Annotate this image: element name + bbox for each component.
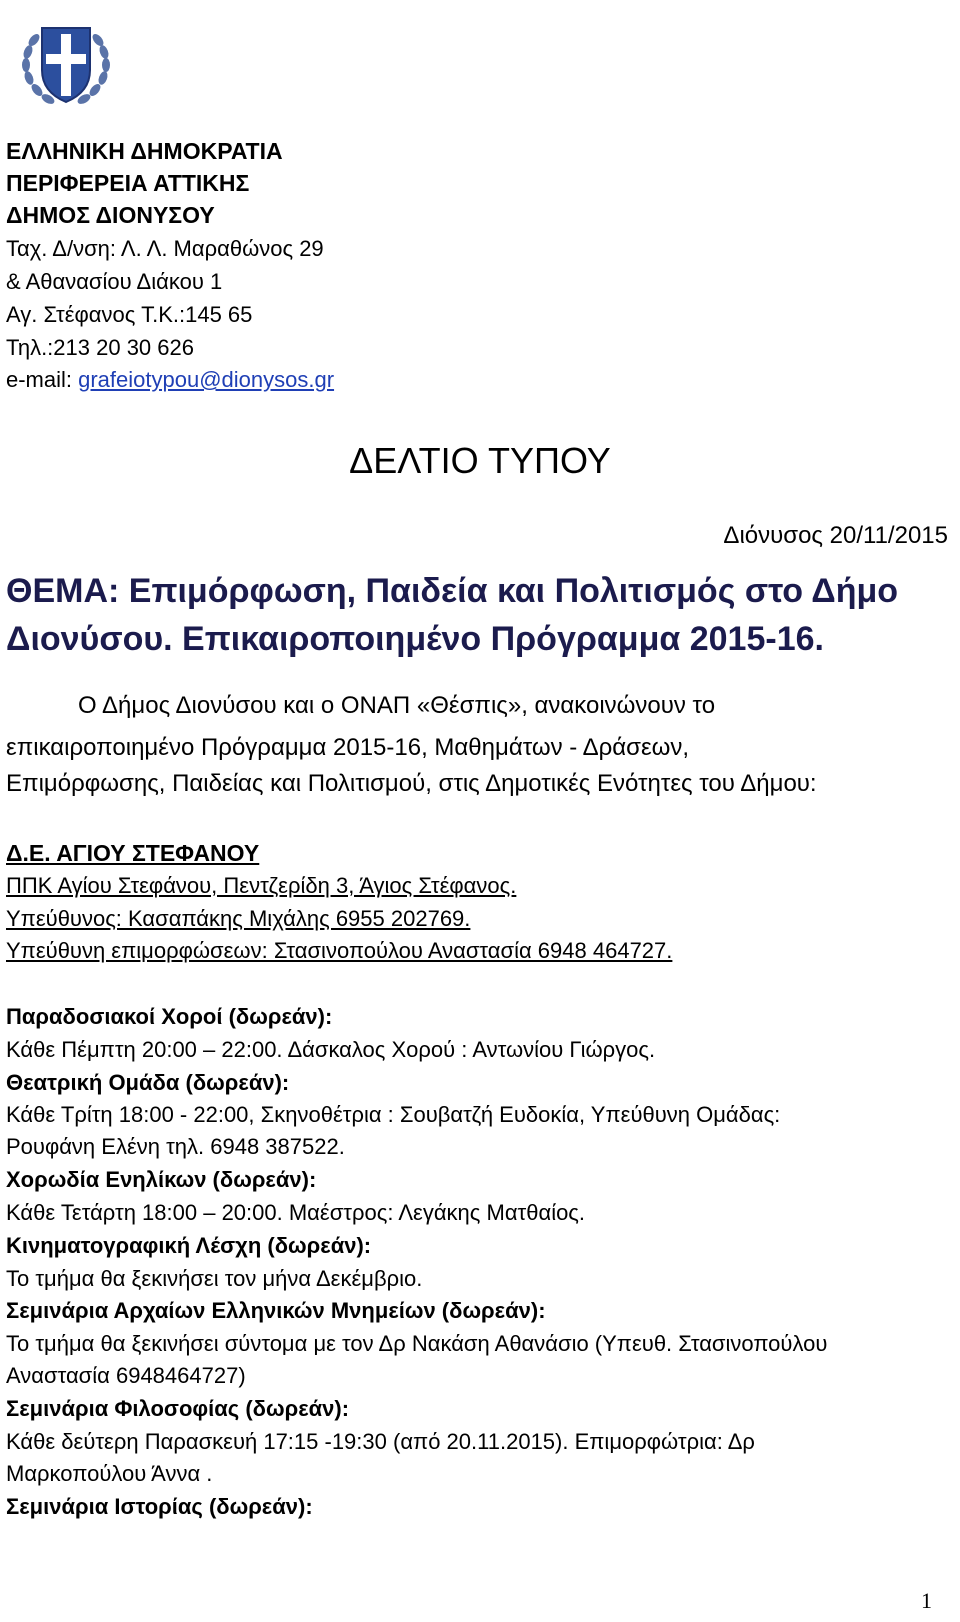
intro-line-3: Επιμόρφωσης, Παιδείας και Πολιτισμού, στις Δημοτικές Ενότητες του Δήμου: <box>6 770 817 797</box>
program-line: Το τμήμα θα ξεκινήσει τον μήνα Δεκέμβριο. <box>6 1266 423 1291</box>
section-title: Δ.Ε. ΑΓΙΟΥ ΣΤΕΦΑΝΟΥ <box>6 840 260 866</box>
address-line-2: & Αθανασίου Διάκου 1 <box>6 269 223 294</box>
section-manager: Υπεύθυνος: Κασαπάκης Μιχάλης 6955 202769. <box>6 906 471 931</box>
page-number: 1 <box>921 1588 932 1613</box>
program-line: Μαρκοπούλου Άννα . <box>6 1461 213 1486</box>
program-title: Σεμινάρια Ιστορίας (δωρεάν): <box>6 1494 313 1519</box>
program-title: Θεατρική Ομάδα (δωρεάν): <box>6 1070 290 1095</box>
header-line-region: ΠΕΡΙΦΕΡΕΙΑ ΑΤΤΙΚΗΣ <box>6 170 250 196</box>
section-place: ΠΠΚ Αγίου Στεφάνου, Πεντζερίδη 3, Άγιος Στέφανος. <box>6 873 517 898</box>
email-link[interactable]: grafeiotypou@dionysos.gr <box>78 367 335 392</box>
program-line: Κάθε Πέμπτη 20:00 – 22:00. Δάσκαλος Χορού : Αντωνίου Γιώργος. <box>6 1037 656 1062</box>
address-line-3: Αγ. Στέφανος Τ.Κ.:145 65 <box>6 302 253 327</box>
program-line: Κάθε Τρίτη 18:00 - 22:00, Σκηνοθέτρια : Σουβατζή Ευδοκία, Υπεύθυνη Ομάδας: <box>6 1102 781 1127</box>
program-line: Ρουφάνη Ελένη τηλ. 6948 387522. <box>6 1134 345 1159</box>
program-line: Κάθε δεύτερη Παρασκευή 17:15 -19:30 (από 20.11.2015). Επιμορφώτρια: Δρ <box>6 1429 755 1454</box>
intro-line-1: Ο Δήμος Διονύσου και ο ΟΝΑΠ «Θέσπις», ανακοινώνουν το <box>78 692 716 719</box>
program-title: Σεμινάρια Φιλοσοφίας (δωρεάν): <box>6 1396 350 1421</box>
email-label: e-mail: <box>6 367 79 392</box>
program-line: Κάθε Τετάρτη 18:00 – 20:00. Μαέστρος: Λεγάκης Ματθαίος. <box>6 1200 586 1225</box>
phone-line: Τηλ.:213 20 30 626 <box>6 335 194 360</box>
section-training-manager: Υπεύθυνη επιμορφώσεων: Στασινοπούλου Αναστασία 6948 464727. <box>6 938 673 963</box>
intro-line-2: επικαιροποιημένο Πρόγραμμα 2015-16, Μαθημάτων - Δράσεων, <box>6 734 690 761</box>
coat-of-arms-logo <box>14 10 118 114</box>
header-line-municipality: ΔΗΜΟΣ ΔΙΟΝΥΣΟΥ <box>6 202 215 228</box>
program-title: Σεμινάρια Αρχαίων Ελληνικών Μνημείων (δωρεάν): <box>6 1298 546 1323</box>
press-release-title: ΔΕΛΤΙΟ ΤΥΠΟΥ <box>349 440 611 481</box>
email-line <box>6 367 334 393</box>
program-title: Παραδοσιακοί Χοροί (δωρεάν): <box>6 1004 333 1029</box>
address-line-1: Ταχ. Δ/νση: Λ. Λ. Μαραθώνος 29 <box>6 236 324 261</box>
subject-line-2: Διονύσου. Επικαιροποιημένο Πρόγραμμα 2015-16. <box>6 620 824 658</box>
header-line-republic: ΕΛΛΗΝΙΚΗ ΔΗΜΟΚΡΑΤΙΑ <box>6 138 283 164</box>
subject-line-1: ΘΕΜΑ: Επιμόρφωση, Παιδεία και Πολιτισμός στο Δήμο <box>6 572 899 610</box>
program-line: Αναστασία 6948464727) <box>6 1363 246 1388</box>
program-line: Το τμήμα θα ξεκινήσει σύντομα με τον Δρ Νακάση Αθανάσιο (Υπευθ. Στασινοπούλου <box>6 1331 828 1356</box>
dateline: Διόνυσος 20/11/2015 <box>723 522 948 549</box>
program-title: Χορωδία Ενηλίκων (δωρεάν): <box>6 1167 317 1192</box>
program-title: Κινηματογραφική Λέσχη (δωρεάν): <box>6 1233 372 1258</box>
